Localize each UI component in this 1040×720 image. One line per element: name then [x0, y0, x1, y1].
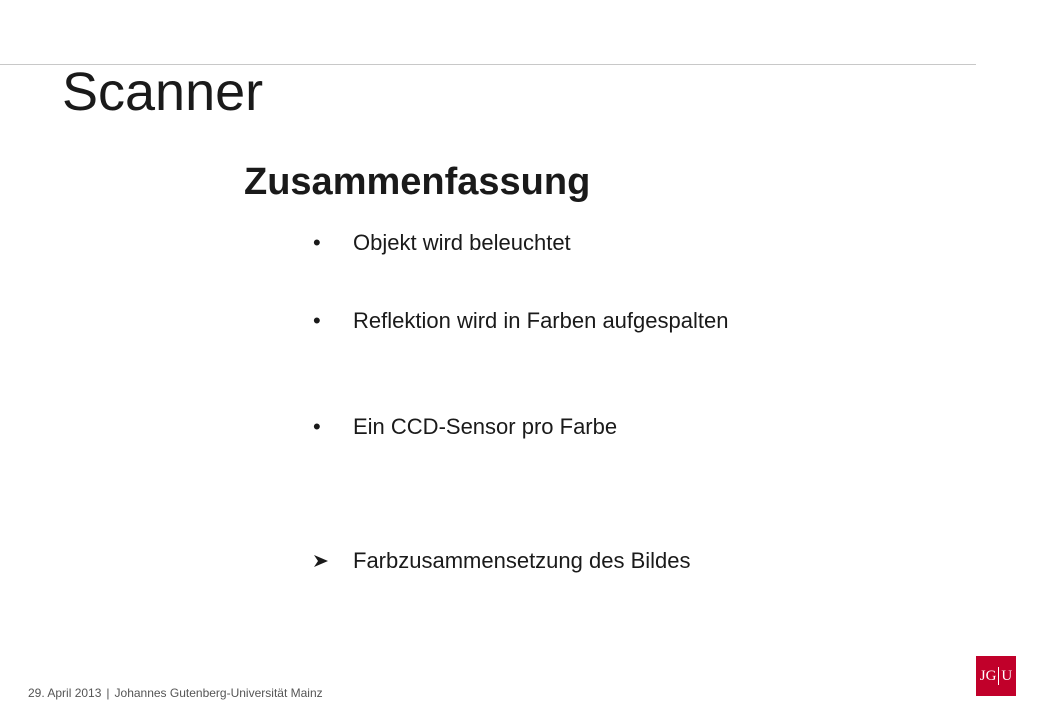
- footer-institution: Johannes Gutenberg-Universität Mainz: [114, 686, 323, 700]
- slide-title: Scanner: [62, 62, 264, 122]
- bullet-item: [313, 412, 733, 442]
- footer-date: 29. April 2013: [28, 686, 102, 700]
- jgu-logo: [976, 656, 1016, 696]
- footer-separator: |: [106, 686, 110, 700]
- logo-text-right: U: [1001, 667, 1013, 684]
- bullet-item: [313, 546, 733, 576]
- bullet-item: [313, 228, 733, 258]
- bullet-marker: •: [313, 308, 321, 333]
- bullet-text: Ein CCD-Sensor pro Farbe: [353, 414, 618, 439]
- slide-footer: [28, 686, 323, 700]
- bullet-text: Objekt wird beleuchtet: [353, 230, 571, 255]
- bullet-text: Farbzusammensetzung des Bildes: [353, 548, 691, 573]
- arrow-bullet-icon: [313, 546, 353, 576]
- slide-subtitle: Zusammenfassung: [244, 161, 591, 203]
- bullet-marker: •: [313, 230, 321, 255]
- logo-divider: [998, 667, 999, 685]
- bullet-marker: •: [313, 414, 321, 439]
- logo-text-left: JG: [979, 667, 997, 684]
- bullet-item: [313, 306, 733, 336]
- bullet-text: Reflektion wird in Farben aufgespalten: [353, 308, 729, 333]
